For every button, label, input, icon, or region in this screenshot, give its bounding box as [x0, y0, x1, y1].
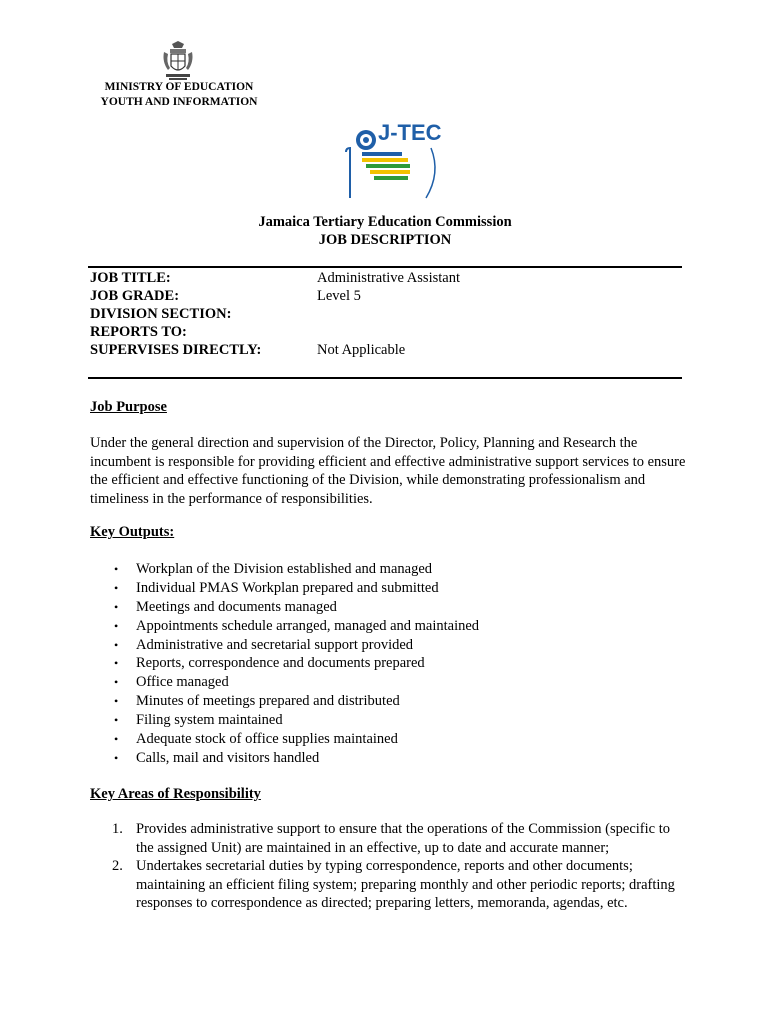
- bullet-icon: •: [114, 580, 119, 595]
- key-output-item: [90, 636, 690, 655]
- key-output-item: [90, 711, 690, 730]
- key-output-item: [90, 654, 690, 673]
- key-output-item: [90, 749, 690, 768]
- bullet-icon: •: [114, 713, 119, 728]
- key-output-text: Appointments schedule arranged, managed and maintained: [136, 617, 480, 634]
- key-output-text: Meetings and documents managed: [136, 598, 337, 615]
- responsibility-item: [90, 820, 690, 857]
- responsibility-text: Undertakes secretarial duties by typing correspondence, reports and other documents; maintaining an efficient filing system; preparing monthly and other periodic reports; drafting responses to correspondence as directed; preparing letters, memoranda, agendas, etc.: [136, 858, 675, 911]
- top-rule: [88, 266, 682, 268]
- key-output-item: [90, 598, 690, 617]
- bottom-rule: [88, 377, 682, 379]
- responsibility-item: [90, 857, 690, 913]
- ministry-name: [90, 80, 268, 110]
- key-output-text: Adequate stock of office supplies maintained: [136, 731, 398, 748]
- reports-to-label: REPORTS TO:: [90, 324, 187, 340]
- key-output-item: [90, 692, 690, 711]
- bullet-icon: •: [114, 732, 119, 747]
- bullet-icon: •: [114, 599, 119, 614]
- bullet-icon: •: [114, 675, 119, 690]
- bullet-icon: •: [114, 750, 119, 765]
- jtec-logo: [336, 118, 446, 208]
- responsibility-number: 2.: [112, 858, 123, 874]
- supervises-directly-label: SUPERVISES DIRECTLY:: [90, 342, 262, 358]
- key-output-item: [90, 560, 690, 579]
- key-outputs-heading: Key Outputs:: [90, 524, 175, 540]
- key-output-text: Reports, correspondence and documents prepared: [136, 655, 425, 672]
- job-grade-label: JOB GRADE:: [90, 288, 180, 304]
- job-purpose-heading: Job Purpose: [90, 399, 167, 415]
- key-output-text: Filing system maintained: [136, 712, 283, 729]
- key-output-item: [90, 579, 690, 598]
- bullet-icon: •: [114, 656, 119, 671]
- key-areas-heading: Key Areas of Responsibility: [90, 786, 261, 802]
- supervises-directly-value: Not Applicable: [317, 342, 406, 358]
- organization-name: Jamaica Tertiary Education Commission: [258, 214, 512, 230]
- bullet-icon: •: [114, 562, 119, 576]
- key-output-item: [90, 730, 690, 749]
- key-output-text: Calls, mail and visitors handled: [136, 749, 320, 766]
- logo-text: J-TEC: [378, 120, 442, 145]
- key-outputs-list: [90, 560, 690, 768]
- bullet-icon: •: [114, 618, 119, 633]
- job-title-label: JOB TITLE:: [90, 270, 171, 286]
- key-output-text: Workplan of the Division established and managed: [136, 561, 433, 577]
- responsibility-text: Provides administrative support to ensure that the operations of the Commission (specific to the assigned Unit) are maintained in an effective, up to date and accurate manner;: [136, 821, 670, 856]
- key-output-text: Office managed: [136, 674, 229, 691]
- bullet-icon: •: [114, 694, 119, 709]
- responsibility-number: 1.: [112, 821, 123, 837]
- ministry-line-1: MINISTRY OF EDUCATION: [104, 81, 254, 93]
- ministry-line-2: YOUTH AND INFORMATION: [100, 96, 258, 108]
- key-output-item: [90, 617, 690, 636]
- key-output-text: Individual PMAS Workplan prepared and submitted: [136, 579, 439, 596]
- key-output-text: Minutes of meetings prepared and distributed: [136, 693, 400, 710]
- key-output-text: Administrative and secretarial support provided: [136, 636, 414, 653]
- key-output-item: [90, 673, 690, 692]
- job-grade-value: Level 5: [317, 288, 361, 304]
- job-purpose-text: Under the general direction and supervision of the Director, Policy, Planning and Research the incumbent is responsible for providing efficient and effective administrative support services to ensure the efficient and effective functioning of the Division, while demonstrating professionalism and timeliness in the performance of responsibilities.: [90, 435, 686, 507]
- job-title-value: Administrative Assistant: [317, 270, 460, 286]
- bullet-icon: •: [114, 637, 119, 652]
- division-section-label: DIVISION SECTION:: [90, 306, 232, 322]
- document-type: JOB DESCRIPTION: [318, 232, 452, 248]
- coat-of-arms-icon: [160, 40, 196, 84]
- key-areas-list: [90, 820, 690, 913]
